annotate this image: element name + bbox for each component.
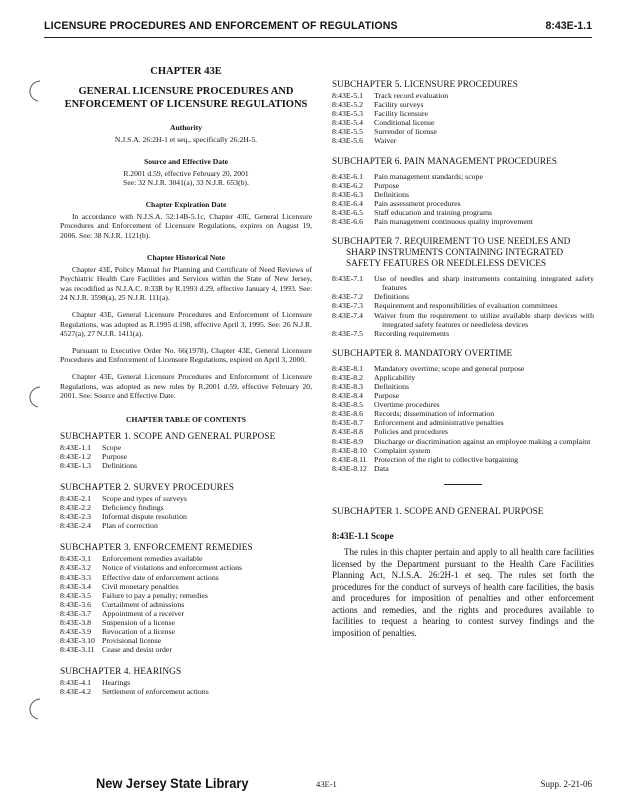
toc-entry[interactable]	[332, 311, 594, 329]
toc-text: Notice of violations and enforcement actions	[102, 563, 243, 573]
toc-entry[interactable]	[332, 455, 594, 464]
toc-code: 8:43E-3.2	[60, 563, 91, 573]
toc-text: Informal dispute resolution	[102, 512, 187, 522]
toc-entry[interactable]	[60, 443, 312, 452]
toc-text: Purpose	[374, 180, 400, 190]
toc-text: Plan of correction	[102, 521, 158, 531]
toc-code: 8:43E-3.10	[60, 636, 95, 646]
toc-code: 8:43E-6.3	[332, 189, 363, 199]
toc-text: Pain assessment procedures	[374, 198, 461, 208]
left-column	[60, 66, 312, 697]
toc-text: Surrender of license	[374, 127, 437, 137]
toc-code: 8:43E-3.5	[60, 590, 91, 600]
toc-text: Enforcement and administrative penalties	[374, 418, 504, 428]
toc-text: Enforcement remedies available	[102, 554, 203, 564]
toc-text: Definitions	[374, 189, 410, 199]
toc-subchapter-title: SUBCHAPTER 6. PAIN MANAGEMENT PROCEDURES	[332, 156, 557, 167]
toc-entry[interactable]	[332, 127, 594, 136]
toc-entry[interactable]	[332, 292, 594, 301]
toc-entry[interactable]	[332, 109, 594, 118]
toc-entry[interactable]	[332, 274, 594, 292]
toc-text: Cease and desist order	[102, 645, 172, 655]
punch-hole-mark	[22, 696, 44, 722]
toc-text: Discharge or discrimination against an employee making a complaint	[374, 436, 591, 446]
toc-entry[interactable]	[332, 427, 594, 436]
toc-code: 8:43E-8.12	[332, 463, 367, 473]
toc-code: 8:43E-1.3	[60, 460, 91, 470]
punch-hole-mark	[22, 384, 44, 410]
toc-subchapter-title: SUBCHAPTER 8. MANDATORY OVERTIME	[332, 348, 513, 359]
toc-code: 8:43E-3.7	[60, 608, 91, 618]
history-heading: Chapter Historical Note	[147, 252, 225, 262]
toc-code: 8:43E-1.1	[60, 442, 91, 452]
toc-code: 8:43E-6.1	[332, 171, 363, 181]
toc-code: 8:43E-6.4	[332, 198, 363, 208]
toc-entry[interactable]	[60, 618, 312, 627]
toc-text: Use of needles and sharp instruments containing integrated safety features	[374, 274, 594, 293]
toc-entry[interactable]	[60, 636, 312, 645]
running-head-title: LICENSURE PROCEDURES AND ENFORCEMENT OF REGULATIONS	[44, 20, 398, 32]
toc-entry[interactable]	[332, 373, 594, 382]
toc-entry[interactable]	[60, 494, 312, 503]
toc-entry[interactable]	[60, 678, 312, 687]
toc-code: 8:43E-8.4	[332, 391, 363, 401]
toc-code: 8:43E-6.2	[332, 180, 363, 190]
toc-text: Purpose	[374, 391, 400, 401]
toc-code: 8:43E-7.5	[332, 328, 363, 338]
toc-subchapter-title: SUBCHAPTER 2. SURVEY PROCEDURES	[60, 482, 235, 493]
toc-text: Mandatory overtime; scope and general purpose	[374, 363, 525, 373]
toc-text: Track record evaluation	[374, 91, 449, 100]
toc-code: 8:43E-3.8	[60, 618, 91, 627]
toc-code: 8:43E-7.2	[332, 292, 363, 302]
authority-text: N.J.S.A. 26:2H-1 et seq., specifically 26:2H-5.	[114, 135, 258, 144]
toc-text: Civil monetary penalties	[102, 581, 179, 591]
toc-text: Definitions	[102, 460, 138, 470]
toc-entry[interactable]	[60, 645, 312, 654]
toc-subchapter-title-cont: SHARP INSTRUMENTS CONTAINING INTEGRATED SAFETY FEATURES OR NEEDLELESS DEVICES	[346, 248, 564, 270]
toc-entry[interactable]	[60, 503, 312, 512]
toc-text: Effective date of enforcement actions	[102, 572, 219, 582]
source-heading: Source and Effective Date	[143, 156, 228, 166]
toc-entry[interactable]	[332, 217, 594, 226]
toc-entry[interactable]	[332, 400, 594, 409]
toc-entry[interactable]	[60, 461, 312, 470]
toc-entry[interactable]	[332, 91, 594, 100]
toc-entry[interactable]	[332, 301, 594, 310]
toc-text: Waiver	[374, 136, 397, 146]
toc-code: 8:43E-8.7	[332, 418, 363, 428]
toc-text: Pain management standards; scope	[374, 171, 483, 181]
toc-text: Settlement of enforcement actions	[102, 687, 209, 697]
history-paragraph: Chapter 43E, General Licensure Procedures and Enforcement of Licensure Regulations, was adopted as R.1995 d.198, effective April 3, 1995. See: 26 N.J.R. 4527(a), 27 N.J.R. 1411(a).	[60, 309, 312, 339]
toc-text: Conditional license	[374, 118, 435, 128]
toc-text: Waiver from the requirement to utilize available sharp devices with integrated safety features or needleless devices	[374, 310, 594, 329]
toc-code: 8:43E-3.4	[60, 581, 91, 591]
right-column	[332, 80, 594, 640]
toc-code: 8:43E-2.1	[60, 493, 91, 503]
toc-code: 8:43E-5.1	[332, 91, 363, 100]
toc-text: Overtime procedures	[374, 400, 440, 410]
toc-text: Data	[374, 463, 389, 473]
toc-entry[interactable]	[332, 391, 594, 400]
header-rule	[44, 37, 592, 38]
source-line: R.2001 d.59, effective February 20, 2001	[123, 168, 249, 178]
running-head-code: 8:43E-1.1	[545, 20, 592, 32]
toc-code: 8:43E-8.9	[332, 436, 363, 446]
toc-code: 8:43E-7.4	[332, 310, 363, 320]
chapter-number: CHAPTER 43E	[150, 66, 222, 77]
toc-code: 8:43E-2.2	[60, 503, 91, 513]
toc-code: 8:43E-8.5	[332, 400, 363, 410]
toc-code: 8:43E-8.8	[332, 427, 363, 437]
authority-heading: Authority	[169, 123, 203, 132]
toc-entry[interactable]	[60, 512, 312, 521]
toc-text: Suspension of a license	[102, 618, 175, 627]
toc-entry[interactable]	[332, 409, 594, 418]
toc-entry[interactable]	[60, 563, 312, 572]
toc-entry[interactable]	[332, 437, 594, 446]
expiration-heading: Chapter Expiration Date	[145, 199, 227, 209]
toc-code: 8:43E-5.6	[332, 136, 363, 146]
toc-entry[interactable]	[332, 446, 594, 455]
toc-subchapter-title: SUBCHAPTER 4. HEARINGS	[60, 667, 182, 678]
toc-code: 8:43E-8.1	[332, 363, 363, 373]
toc-text: Failure to pay a penalty; remedies	[102, 590, 208, 600]
toc-text: Records; dissemination of information	[374, 409, 495, 419]
toc-entry[interactable]	[332, 190, 594, 199]
toc-entry[interactable]	[332, 118, 594, 127]
toc-entry[interactable]	[60, 591, 312, 600]
toc-code: 8:43E-7.3	[332, 301, 363, 311]
toc-text: Pain management continuous quality improvement	[374, 217, 533, 227]
toc-subchapter-title-line: SUBCHAPTER 7. REQUIREMENT TO USE NEEDLES AND	[332, 237, 571, 248]
section-divider	[444, 484, 482, 485]
toc-entry[interactable]	[60, 609, 312, 618]
section-heading: 8:43E-1.1 Scope	[332, 530, 394, 541]
page-number: 43E-1	[316, 779, 337, 789]
toc-code: 8:43E-8.10	[332, 445, 367, 455]
toc-entry[interactable]	[332, 172, 594, 181]
toc-text: Applicability	[374, 372, 416, 382]
toc-entry[interactable]	[332, 364, 594, 373]
toc-subchapter-title: SUBCHAPTER 3. ENFORCEMENT REMEDIES	[60, 543, 253, 554]
toc-text: Purpose	[102, 451, 128, 461]
chapter-title: GENERAL LICENSURE PROCEDURES AND ENFORCEMENT OF LICENSURE REGULATIONS	[64, 86, 308, 110]
toc-entry[interactable]	[60, 582, 312, 591]
toc-entry[interactable]	[332, 382, 594, 391]
toc-text: Curtailment of admissions	[102, 599, 185, 609]
section-text: The rules in this chapter pertain and apply to all health care facilities licensed by the Department pursuant to the Health Care Facilities Planning Act, N.J.S.A. 26:2H-1 et seq. The rules set forth the procedures for the conduct of surveys of health care facilities, the basis and procedures for imposition of penalties and other enforcement actions and remedies, and the rights and procedures available to facilities to request a hearing to contest survey findings and the imposition of penalties.	[332, 546, 594, 639]
toc-code: 8:43E-8.11	[332, 454, 367, 464]
toc-text: Hearings	[102, 678, 131, 688]
toc-code: 8:43E-3.1	[60, 554, 91, 564]
toc-entry[interactable]	[60, 452, 312, 461]
toc-code: 8:43E-8.2	[332, 372, 363, 382]
toc-text: Definitions	[374, 292, 410, 302]
punch-hole-mark	[22, 78, 44, 104]
toc-text: Revocation of a license	[102, 627, 175, 637]
toc-text: Scope	[102, 442, 122, 452]
history-paragraph: Chapter 43E, General Licensure Procedures and Enforcement of Licensure Regulations, was adopted as new rules by R.2001 d.59, effective February 20, 2001. See: Source and Effective Date.	[60, 371, 312, 401]
toc-entry[interactable]	[60, 627, 312, 636]
toc-subchapter-title: SUBCHAPTER 1. SCOPE AND GENERAL PURPOSE	[60, 431, 276, 442]
toc-code: 8:43E-5.2	[332, 100, 363, 110]
toc-code: 8:43E-4.1	[60, 678, 91, 688]
toc-text: Protection of the right to collective bargaining	[374, 454, 519, 464]
toc-entry[interactable]	[60, 573, 312, 582]
toc-code: 8:43E-3.6	[60, 599, 91, 609]
toc-text: Facility licensure	[374, 109, 428, 119]
toc-entry[interactable]	[332, 181, 594, 190]
toc-text: Definitions	[374, 381, 410, 391]
toc-text: Appointment of a receiver	[102, 608, 185, 618]
toc-heading: CHAPTER TABLE OF CONTENTS	[126, 414, 246, 424]
toc-code: 8:43E-5.3	[332, 109, 363, 119]
toc-text: Requirement and responsibilities of evaluation committees	[374, 301, 558, 311]
library-stamp: New Jersey State Library	[96, 776, 249, 791]
toc-text: Complaint system	[374, 445, 431, 455]
toc-entry[interactable]	[332, 418, 594, 427]
toc-subchapter-title: SUBCHAPTER 5. LICENSURE PROCEDURES	[332, 80, 518, 90]
toc-code: 8:43E-7.1	[332, 274, 363, 284]
toc-text: Policies and procedures	[374, 427, 449, 437]
toc-code: 8:43E-2.4	[60, 521, 91, 531]
toc-subchapter-title	[332, 237, 594, 270]
toc-text: Recording requirements	[374, 328, 450, 338]
toc-entry[interactable]	[332, 100, 594, 109]
toc-text: Staff education and training programs	[374, 207, 493, 217]
source-line: See: 32 N.J.R. 3041(a), 33 N.J.R. 653(b).	[123, 178, 249, 188]
toc-entry[interactable]	[332, 199, 594, 208]
toc-text: Facility surveys	[374, 100, 424, 110]
toc-code: 8:43E-8.6	[332, 409, 363, 419]
toc-entry[interactable]	[60, 687, 312, 696]
running-head	[44, 18, 592, 34]
expiration-text: In accordance with N.J.S.A. 52:14B-5.1c, Chapter 43E, General Licensure Procedures and Enforcement of Licensure Regulations, expires on August 19, 2006. See: 38 N.J.R. 1121(b).	[60, 211, 312, 240]
toc-entry[interactable]	[60, 600, 312, 609]
history-paragraph: Chapter 43E, Policy Manual for Planning and Certificate of Need Reviews of Psychiatric Health Care Facilities and Services within the State of New Jersey, was recodified as N.J.A.C. 8:33R by R.1993 d.29, effective January 4, 1993. See: 24 N.J.R. 3598(a), 25 N.J.R. 111(a).	[60, 264, 312, 303]
toc-code: 8:43E-3.9	[60, 627, 91, 637]
toc-code: 8:43E-8.3	[332, 381, 363, 391]
toc-code: 8:43E-5.4	[332, 118, 363, 128]
toc-entry[interactable]	[332, 208, 594, 217]
toc-text: Provisional license	[102, 636, 162, 646]
toc-code: 8:43E-6.5	[332, 207, 363, 217]
toc-code: 8:43E-3.11	[60, 645, 95, 655]
toc-text: Scope and types of surveys	[102, 493, 187, 503]
toc-entry[interactable]	[60, 554, 312, 563]
toc-code: 8:43E-2.3	[60, 512, 91, 522]
body-subchapter-title: SUBCHAPTER 1. SCOPE AND GENERAL PURPOSE	[332, 506, 544, 517]
supplement-date: Supp. 2-21-06	[540, 779, 592, 789]
toc-entry[interactable]	[60, 521, 312, 530]
toc-code: 8:43E-4.2	[60, 687, 91, 697]
toc-entry[interactable]	[332, 329, 594, 338]
toc-code: 8:43E-6.6	[332, 217, 363, 227]
history-paragraph: Pursuant to Executive Order No. 66(1978), Chapter 43E, General Licensure Procedures and Enforcement of Licensure Regulations, expired on April 3, 2000.	[60, 345, 312, 365]
toc-code: 8:43E-5.5	[332, 127, 363, 137]
toc-entry[interactable]	[332, 136, 594, 145]
toc-code: 8:43E-1.2	[60, 451, 91, 461]
toc-text: Deficiency findings	[102, 503, 164, 513]
toc-code: 8:43E-3.3	[60, 572, 91, 582]
toc-entry[interactable]	[332, 464, 594, 473]
